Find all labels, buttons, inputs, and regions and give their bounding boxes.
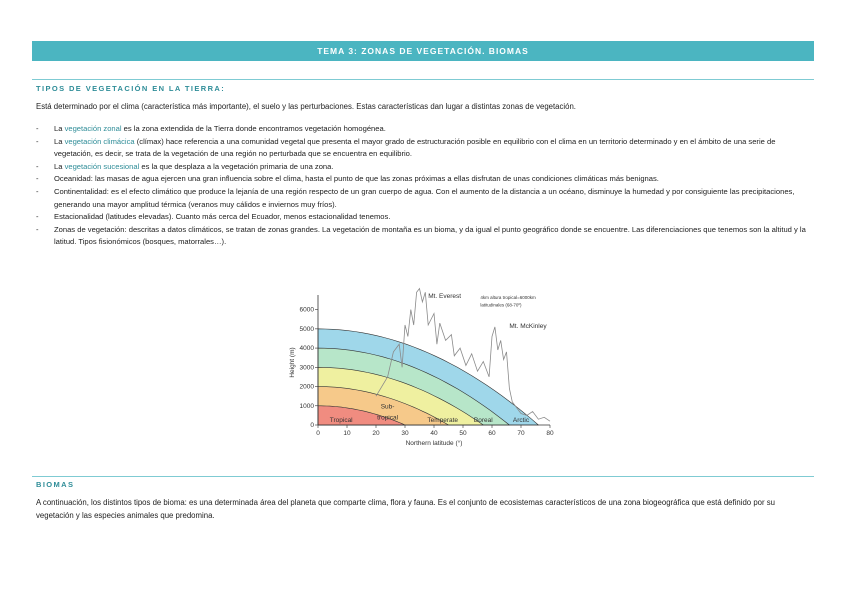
- x-tick-label: 10: [343, 430, 351, 437]
- list-item: - La vegetación sucesional es la que desplaza a la vegetación primaria de una zona.: [36, 161, 812, 174]
- list-item: - Estacionalidad (latitudes elevadas). Cuanto más cerca del Ecuador, menos estacionalidad tenemos.: [36, 211, 812, 224]
- highlight-term: vegetación climácica: [64, 136, 135, 146]
- x-tick-label: 30: [401, 430, 409, 437]
- y-axis-label: Height (m): [289, 347, 296, 378]
- zone-label-subtropical-2: tropical: [377, 414, 399, 422]
- x-tick-label: 70: [517, 430, 525, 437]
- x-axis-label: Northern latitude (°): [405, 440, 463, 447]
- chart-svg: [276, 280, 566, 452]
- zone-label-tropical: Tropical: [329, 417, 353, 425]
- y-tick-label: 1000: [299, 402, 314, 410]
- y-tick-label: 4000: [299, 345, 314, 353]
- x-tick-label: 80: [546, 430, 554, 437]
- zone-label-subtropical-1: Sub-: [380, 403, 395, 411]
- section-title-biomas: BIOMAS: [36, 480, 75, 489]
- y-tick-label: 0: [310, 422, 314, 429]
- page-title: TEMA 3: ZONAS DE VEGETACIÓN. BIOMAS: [317, 46, 529, 56]
- list-item: - Oceanidad: las masas de agua ejercen una gran influencia sobre el clima, hasta el punto de que las zonas próximas a ellas disfrutan de unas condiciones climáticas más benignas.: [36, 173, 812, 186]
- annotation-note-1: 4km altura tropical=6000km: [480, 295, 536, 301]
- zone-label-temperate: Temperate: [427, 417, 459, 425]
- annotation-note-2: latitudinales (68-70º): [480, 302, 522, 308]
- highlight-term: vegetación zonal: [64, 124, 122, 133]
- page-title-banner: [32, 41, 814, 61]
- zone-label-arctic: Arctic: [512, 417, 530, 425]
- x-tick-label: 0: [316, 430, 320, 437]
- list-item: - La vegetación zonal es la zona extendida de la Tierra donde encontramos vegetación homogénea.: [36, 123, 812, 136]
- y-tick-label: 2000: [299, 383, 314, 391]
- y-tick-label: 5000: [299, 325, 314, 333]
- chart-bands: [318, 329, 538, 425]
- section-intro: Está determinado por el clima (característica más importante), el suelo y las perturbaciones. Estas características dan lugar a distintas zonas de vegetación.: [36, 102, 576, 111]
- biomas-text: A continuación, los distintos tipos de bioma: es una determinada área del planeta que comparte clima, flora y fauna. Es el conjunto de ecosistemas característicos de una zona biogeográfica que está definido por su vegetación y las especies animales que predomina.: [36, 498, 775, 520]
- section-title-vegetation: TIPOS DE VEGETACIÓN EN LA TIERRA:: [36, 84, 226, 93]
- bullet-list: [36, 123, 812, 249]
- annotation-everest: Mt. Everest: [428, 293, 462, 301]
- vegetation-zones-chart: [276, 280, 566, 452]
- list-item: - Continentalidad: es el efecto climático que produce la lejanía de una región respecto de un gran cuerpo de agua. Con el aumento de la distancia a un océano, disminuye la humedad y por consiguiente las precipitaciones, generando una mayor amplitud térmica (veranos muy cálidos e inviernos muy fríos).: [36, 186, 812, 211]
- y-tick-label: 3000: [299, 364, 314, 372]
- list-item: - Zonas de vegetación: descritas a datos climáticos, se tratan de zonas grandes. La vegetación de montaña es un bioma, y da igual el punto geográfico donde se encuentre. Las diferenciaciones que tenemos son la altitud y la latitud. Tipos fisionómicos (bosques, matorrales…).: [36, 224, 812, 249]
- x-tick-label: 20: [372, 430, 380, 437]
- x-tick-label: 50: [459, 430, 467, 437]
- highlight-term: vegetación sucesional: [64, 161, 140, 171]
- y-tick-label: 6000: [299, 306, 314, 314]
- zone-label-boreal: Boreal: [473, 417, 493, 425]
- x-tick-label: 40: [430, 430, 438, 437]
- section-divider-top: [32, 79, 814, 80]
- section-divider-biomas: [32, 476, 814, 477]
- x-tick-label: 60: [488, 430, 496, 437]
- list-item: - La vegetación climácica (clímax) hace referencia a una comunidad vegetal que presenta el mayor grado de estructuración posible en equilibrio con el clima en un territorio determinado y en el ámbito de una serie de vegetación, es decir, se trata de la vegetación de una región no perturbada que se encuentra en equilibrio.: [36, 136, 812, 161]
- annotation-mckinley: Mt. McKinley: [509, 322, 547, 330]
